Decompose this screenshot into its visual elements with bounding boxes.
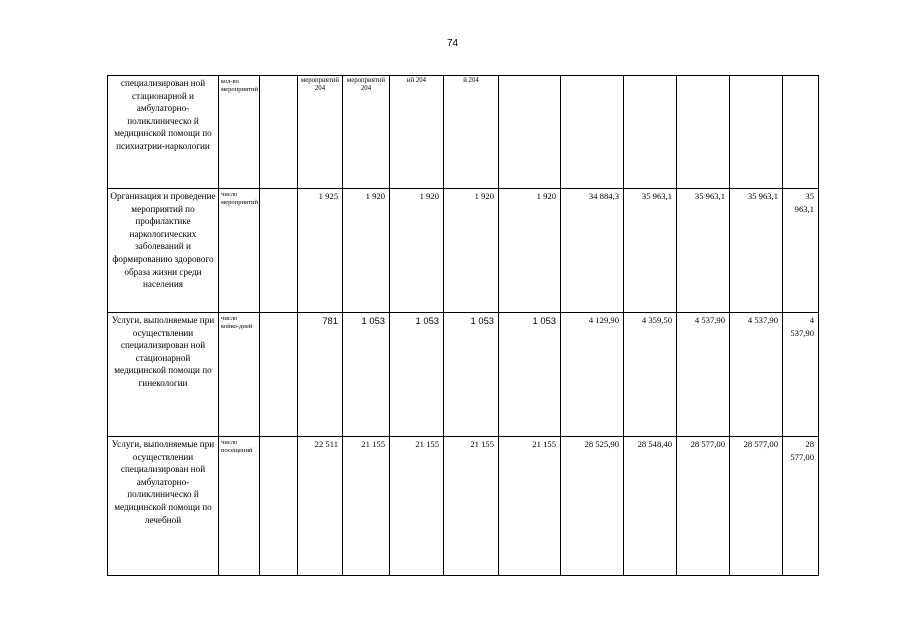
row-unit: число посещений <box>219 437 260 576</box>
table-row <box>108 189 819 313</box>
row-cell: й 204 <box>444 76 499 189</box>
row-cell <box>730 76 783 189</box>
row-value: 4 537,90 <box>783 313 819 437</box>
row-cell: ий 204 <box>390 76 444 189</box>
row-value: 34 884,3 <box>561 189 624 313</box>
row-value: 1 920 <box>343 189 390 313</box>
row-value: 21 155 <box>343 437 390 576</box>
row-unit: число мероприятий <box>219 189 260 313</box>
row-cell: мероприятий 204 <box>343 76 390 189</box>
row-cell <box>260 76 298 189</box>
row-value: 4 359,50 <box>624 313 677 437</box>
row-name: специализирован ной стационарной и амбулаторно-поликлиническо й медицинской помощи по психиатрии-наркологии <box>108 76 219 189</box>
row-value: 21 155 <box>444 437 499 576</box>
table-row <box>108 76 819 189</box>
row-value: 1 920 <box>499 189 561 313</box>
row-name: Услуги, выполняемые при осуществлении специализирован ной стационарной медицинской помощи по гинекологии <box>108 313 219 437</box>
row-value: 4 537,90 <box>677 313 730 437</box>
row-value: 1 053 <box>444 313 499 437</box>
row-value: 35 963,1 <box>730 189 783 313</box>
row-value: 35 963,1 <box>624 189 677 313</box>
row-name: Организация и проведение мероприятий по профилактике наркологических заболеваний и формированию здорового образа жизни среди населения <box>108 189 219 313</box>
row-cell <box>783 76 819 189</box>
row-value: 4 129,90 <box>561 313 624 437</box>
row-value: 1 053 <box>343 313 390 437</box>
row-cell <box>260 313 298 437</box>
row-value: 1 053 <box>390 313 444 437</box>
row-value: 1 920 <box>390 189 444 313</box>
row-value: 28 548,40 <box>624 437 677 576</box>
page-number: 74 <box>446 38 459 49</box>
row-value: 28 525,90 <box>561 437 624 576</box>
data-table <box>107 75 819 576</box>
row-name: Услуги, выполняемые при осуществлении специализирован ной амбулаторно-поликлиническо й медицинской помощи по лечебной <box>108 437 219 576</box>
row-value: 1 053 <box>499 313 561 437</box>
row-value: 1 925 <box>298 189 343 313</box>
row-value: 28 577,00 <box>730 437 783 576</box>
row-cell <box>677 76 730 189</box>
row-value: 21 155 <box>390 437 444 576</box>
row-value: 35 963,1 <box>677 189 730 313</box>
row-value: 1 920 <box>444 189 499 313</box>
row-cell <box>260 437 298 576</box>
row-unit: кол-во мероприятий <box>219 76 260 189</box>
row-cell: мероприятий 204 <box>298 76 343 189</box>
row-value: 781 <box>298 313 343 437</box>
row-value: 22 511 <box>298 437 343 576</box>
table-row <box>108 437 819 576</box>
row-value: 35 963,1 <box>783 189 819 313</box>
row-cell <box>499 76 561 189</box>
row-cell <box>624 76 677 189</box>
row-cell <box>561 76 624 189</box>
row-value: 28 577,00 <box>783 437 819 576</box>
row-value: 4 537,90 <box>730 313 783 437</box>
row-cell <box>260 189 298 313</box>
row-value: 21 155 <box>499 437 561 576</box>
row-value: 28 577,00 <box>677 437 730 576</box>
table-row <box>108 313 819 437</box>
row-unit: число койко-дней <box>219 313 260 437</box>
